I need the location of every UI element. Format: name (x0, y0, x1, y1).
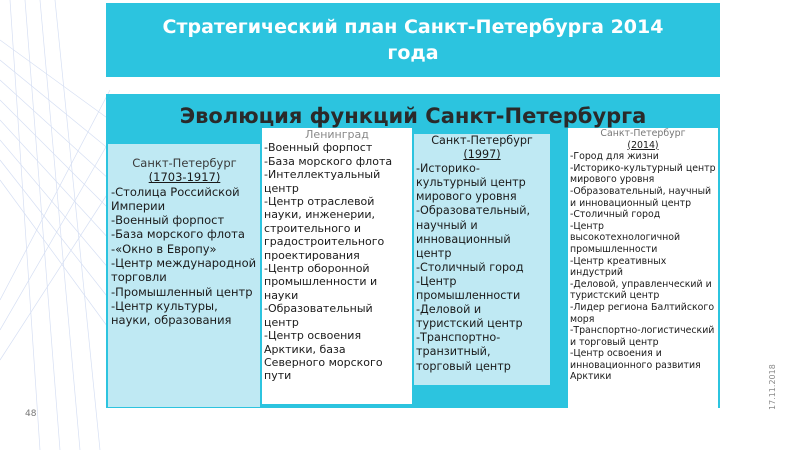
column-year: (1703-1917) (148, 170, 221, 185)
list-item: -Лидер региона Балтийского моря (570, 301, 715, 325)
list-item: -Центр освоения и инновационного развития Арктики (570, 348, 701, 383)
list-item: -Центр освоения Арктики, база Северного морского пути (264, 329, 383, 383)
panel-title: Эволюция функций Санкт-Петербурга (179, 104, 647, 128)
column-head: Санкт-Петербург (600, 128, 686, 139)
column-1703-1917 (108, 144, 260, 407)
column-head: Санкт-Петербург (132, 156, 237, 170)
column-leningrad (262, 128, 412, 404)
list-item: -Военный форпост (264, 141, 373, 155)
slide-date: 17.11.2018 (768, 364, 777, 410)
list-item: -Центр креативных индустрий (570, 255, 667, 279)
list-item: -Столичный город (570, 209, 661, 221)
list-item: -База морского флота (264, 154, 393, 168)
list-item: -Деловой и туристский центр (416, 303, 523, 331)
list-item: -Образовательный центр (264, 302, 373, 329)
list-item: -Интеллектуальный центр (264, 168, 381, 195)
list-item: -Центр оборонной промышленности и науки (264, 262, 378, 302)
list-item: -Транспортно-логистический и торговый центр (570, 325, 715, 348)
column-2014 (568, 128, 718, 418)
column-year: (1997) (463, 148, 501, 162)
list-item: -Историко-культурный центр мирового уровня (570, 162, 716, 186)
list-item: -Промышленный центр (111, 284, 253, 299)
list-item: -Центр промышленности (416, 274, 521, 303)
slide-title (106, 3, 720, 77)
list-item: -«Окно в Европу» (111, 241, 217, 256)
title-line-2: года (387, 42, 439, 64)
list-item: -Центр отраслевой науки, инженерии, строительного и градостроительного проектирования (264, 195, 385, 262)
column-head: Ленинград (305, 128, 369, 141)
list-item: -База морского флота (111, 227, 245, 242)
column-year: (2014) (627, 139, 659, 151)
list-item: -Столичный город (416, 260, 524, 274)
list-item: -Столица Российской Империи (111, 184, 240, 213)
list-item: -Деловой, управленческий и туристский центр (570, 278, 712, 302)
page-number: 48 (25, 409, 37, 419)
list-item: -Транспортно-транзитный, торговый центр (416, 331, 511, 373)
list-item: -Центр международной торговли (111, 256, 257, 285)
background-lines (0, 0, 120, 450)
list-item: -Центр культуры, науки, образования (111, 298, 232, 328)
list-item: -Историко-культурный центр мирового уровня (416, 162, 526, 204)
list-item: -Образовательный, научный и инновационный центр (570, 185, 712, 209)
list-item: -Центр высокотехнологичной промышленности (570, 220, 681, 255)
list-item: -Военный форпост (111, 213, 225, 228)
list-item: -Образовательный, научный и инновационный центр (416, 204, 531, 260)
column-1997 (414, 134, 550, 385)
title-line-1: Стратегический план Санкт-Петербурга 2014 (162, 16, 664, 38)
list-item: -Город для жизни (570, 151, 659, 163)
column-head: Санкт-Петербург (431, 134, 533, 147)
